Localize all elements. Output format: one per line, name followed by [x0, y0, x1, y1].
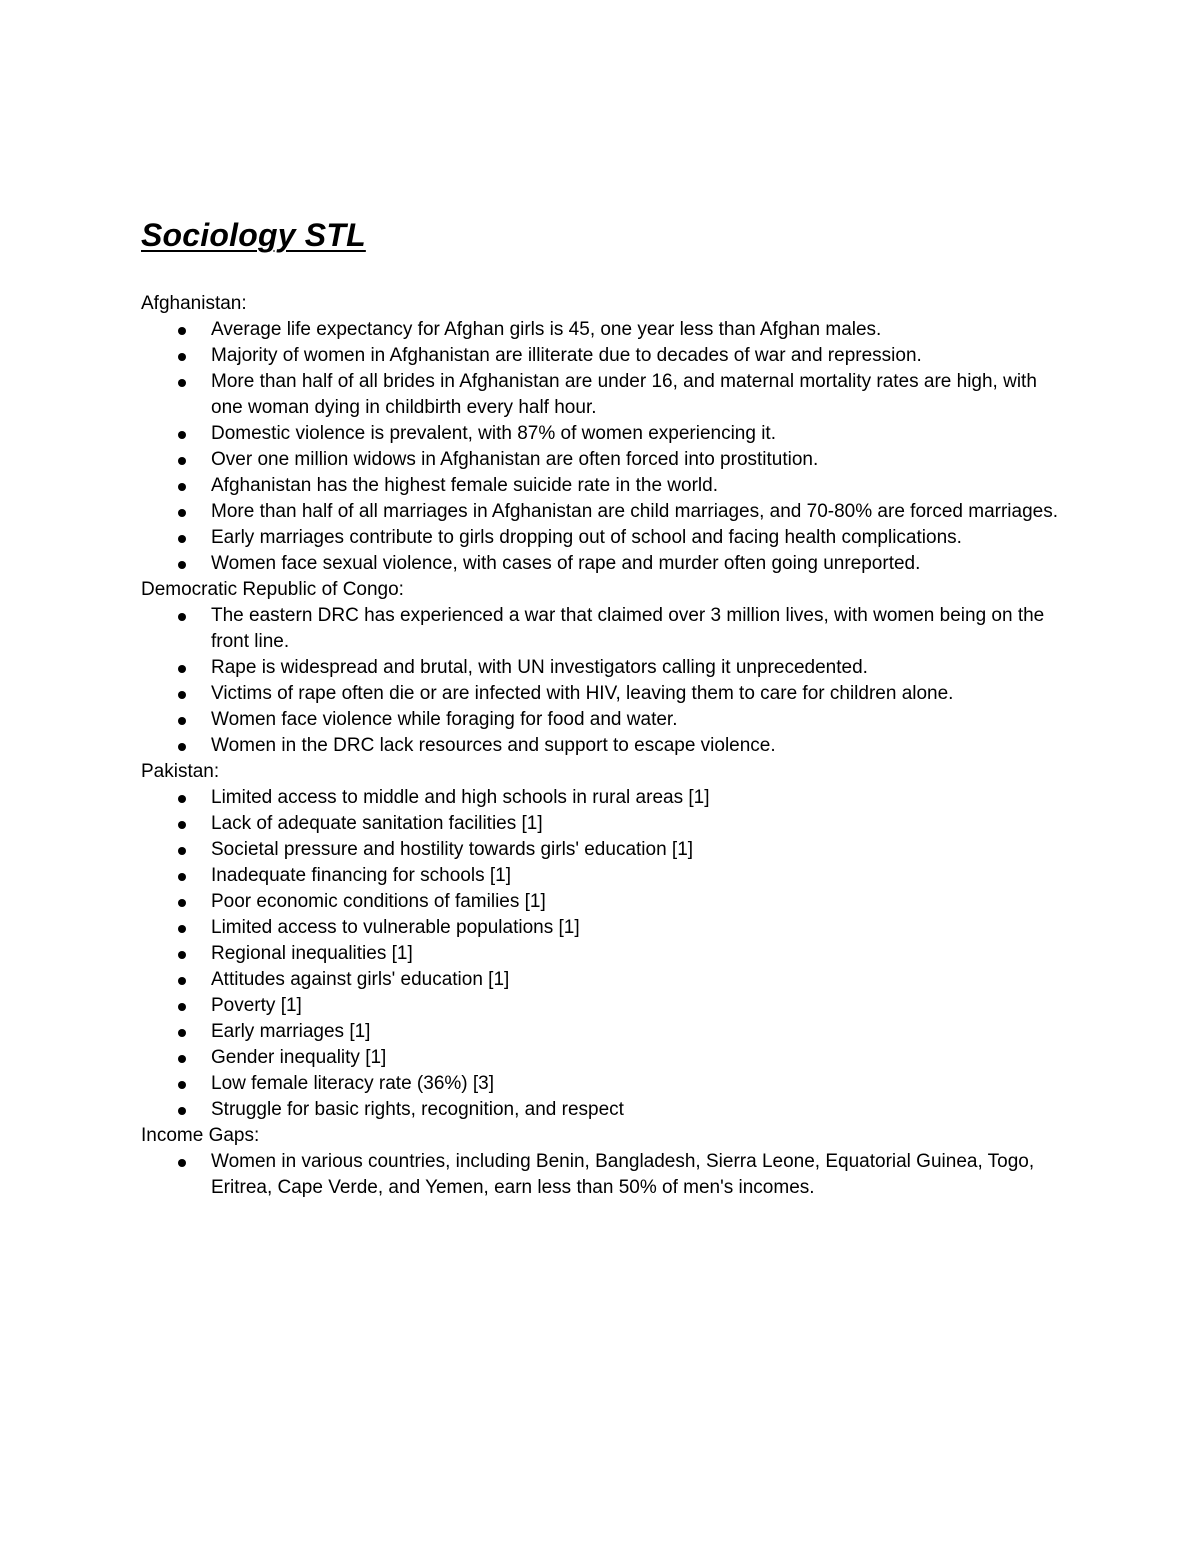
list-item-text: Early marriages [1]: [211, 1021, 371, 1042]
list-item-text: Rape is widespread and brutal, with UN investigators calling it unprecedented.: [211, 657, 868, 678]
list-item: [141, 863, 1061, 889]
list-item-text: More than half of all marriages in Afghanistan are child marriages, and 70-80% are forced marriages.: [211, 501, 1058, 522]
bullet-icon: [178, 717, 186, 725]
bullet-icon: [178, 379, 186, 387]
bullet-icon: [178, 977, 186, 985]
list-afghanistan: [141, 317, 1061, 577]
list-item-text: Limited access to middle and high schools in rural areas [1]: [211, 787, 710, 808]
section-heading-drc: Democratic Republic of Congo:: [141, 579, 404, 600]
list-item: [141, 889, 1061, 915]
bullet-icon: [178, 951, 186, 959]
list-item: [141, 551, 1061, 577]
list-income-gaps: [141, 1149, 1061, 1201]
list-item-text: Women face sexual violence, with cases of rape and murder often going unreported.: [211, 553, 921, 574]
list-item: [141, 343, 1061, 369]
bullet-icon: [178, 691, 186, 699]
bullet-icon: [178, 431, 186, 439]
list-item: [141, 1019, 1061, 1045]
list-item-text: Poor economic conditions of families [1]: [211, 891, 546, 912]
list-item: [141, 499, 1061, 525]
list-item: [141, 317, 1061, 343]
list-item-text: Early marriages contribute to girls dropping out of school and facing health complications.: [211, 527, 962, 548]
section-heading-afghanistan: Afghanistan:: [141, 293, 247, 314]
document-page: [141, 215, 1061, 1201]
section-heading-income-gaps: Income Gaps:: [141, 1125, 260, 1146]
list-item-text: Low female literacy rate (36%) [3]: [211, 1073, 495, 1094]
list-item-text: Lack of adequate sanitation facilities [1]: [211, 813, 543, 834]
bullet-icon: [178, 353, 186, 361]
bullet-icon: [178, 1159, 186, 1167]
list-item-text: Limited access to vulnerable populations [1]: [211, 917, 580, 938]
list-item: [141, 733, 1061, 759]
list-item: [141, 1045, 1061, 1071]
list-item: [141, 421, 1061, 447]
list-item-text: Inadequate financing for schools [1]: [211, 865, 511, 886]
list-drc: [141, 603, 1061, 759]
list-item: [141, 1071, 1061, 1097]
bullet-icon: [178, 1055, 186, 1063]
bullet-icon: [178, 483, 186, 491]
list-item: [141, 707, 1061, 733]
list-item: [141, 473, 1061, 499]
bullet-icon: [178, 665, 186, 673]
list-item-text: Average life expectancy for Afghan girls is 45, one year less than Afghan males.: [211, 319, 882, 340]
bullet-icon: [178, 873, 186, 881]
bullet-icon: [178, 1107, 186, 1115]
list-item: [141, 1149, 1061, 1201]
list-item: [141, 447, 1061, 473]
list-item: [141, 603, 1061, 655]
bullet-icon: [178, 535, 186, 543]
bullet-icon: [178, 509, 186, 517]
list-item-text: More than half of all brides in Afghanistan are under 16, and maternal mortality rates are high, with one woman dying in childbirth every half hour.: [211, 371, 1037, 418]
list-item: [141, 369, 1061, 421]
bullet-icon: [178, 821, 186, 829]
bullet-icon: [178, 795, 186, 803]
bullet-icon: [178, 899, 186, 907]
bullet-icon: [178, 327, 186, 335]
bullet-icon: [178, 925, 186, 933]
list-item-text: Struggle for basic rights, recognition, and respect: [211, 1099, 624, 1120]
list-item-text: Victims of rape often die or are infected with HIV, leaving them to care for children alone.: [211, 683, 954, 704]
list-item-text: Societal pressure and hostility towards girls' education [1]: [211, 839, 694, 860]
list-item: [141, 811, 1061, 837]
list-item-text: Women in various countries, including Benin, Bangladesh, Sierra Leone, Equatorial Guinea, Togo, Eritrea, Cape Verde, and Yemen, earn less than 50% of men's incomes.: [211, 1151, 1035, 1198]
list-item-text: Gender inequality [1]: [211, 1047, 387, 1068]
list-item: [141, 941, 1061, 967]
list-item-text: Over one million widows in Afghanistan are often forced into prostitution.: [211, 449, 819, 470]
list-item-text: Women face violence while foraging for food and water.: [211, 709, 678, 730]
list-item: [141, 837, 1061, 863]
bullet-icon: [178, 1003, 186, 1011]
list-item-text: Majority of women in Afghanistan are illiterate due to decades of war and repression.: [211, 345, 922, 366]
bullet-icon: [178, 847, 186, 855]
list-item: [141, 785, 1061, 811]
list-item-text: Afghanistan has the highest female suicide rate in the world.: [211, 475, 718, 496]
list-item: [141, 993, 1061, 1019]
page-title: Sociology STL: [141, 217, 366, 253]
section-heading-pakistan: Pakistan:: [141, 761, 220, 782]
list-item: [141, 681, 1061, 707]
list-item-text: Poverty [1]: [211, 995, 302, 1016]
bullet-icon: [178, 613, 186, 621]
list-item: [141, 967, 1061, 993]
list-item: [141, 1097, 1061, 1123]
list-pakistan: [141, 785, 1061, 1123]
list-item: [141, 525, 1061, 551]
bullet-icon: [178, 1081, 186, 1089]
list-item-text: The eastern DRC has experienced a war that claimed over 3 million lives, with women being on the front line.: [211, 605, 1045, 652]
list-item-text: Domestic violence is prevalent, with 87% of women experiencing it.: [211, 423, 776, 444]
list-item-text: Women in the DRC lack resources and support to escape violence.: [211, 735, 776, 756]
list-item-text: Regional inequalities [1]: [211, 943, 413, 964]
bullet-icon: [178, 457, 186, 465]
bullet-icon: [178, 1029, 186, 1037]
list-item: [141, 915, 1061, 941]
list-item-text: Attitudes against girls' education [1]: [211, 969, 510, 990]
list-item: [141, 655, 1061, 681]
bullet-icon: [178, 743, 186, 751]
bullet-icon: [178, 561, 186, 569]
